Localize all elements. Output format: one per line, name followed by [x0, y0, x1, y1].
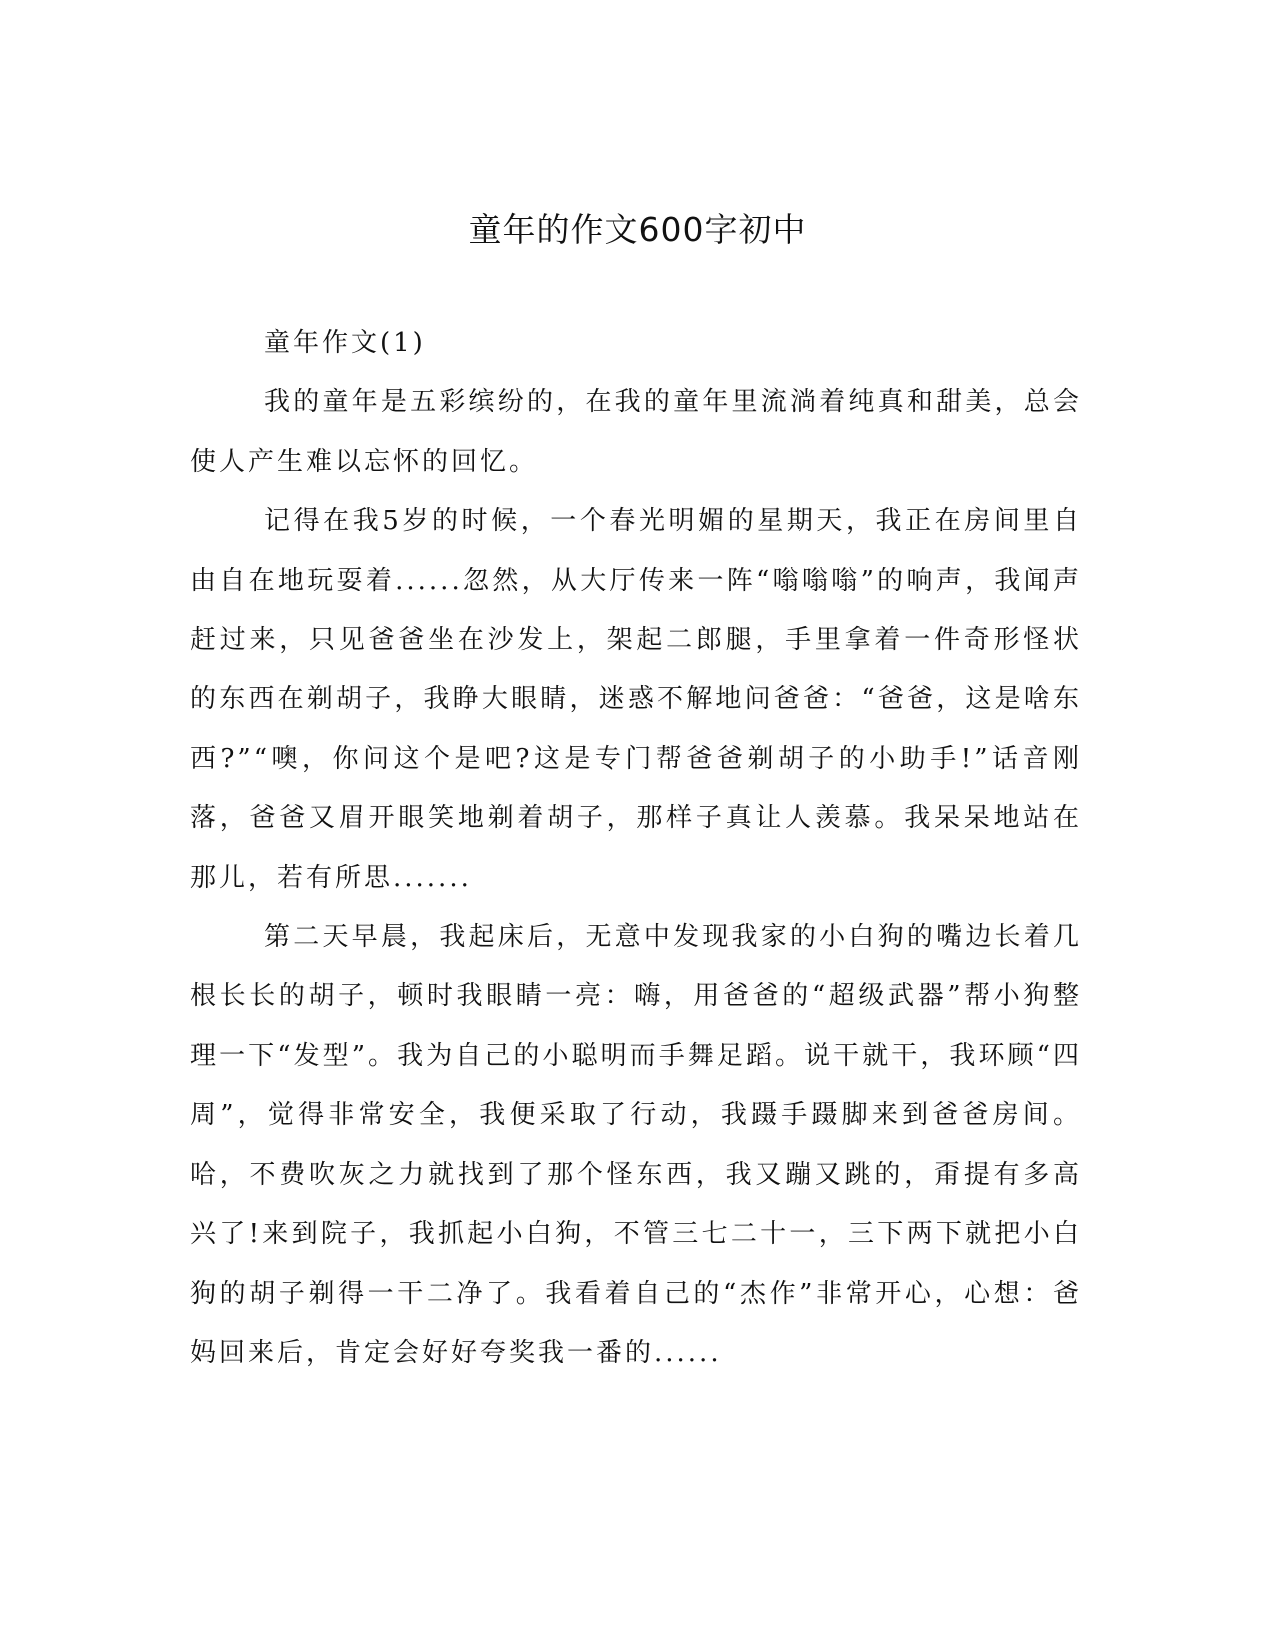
- paragraph: 记得在我5岁的时候，一个春光明媚的星期天，我正在房间里自由自在地玩耍着......忽然，从大厅传来一阵“嗡嗡嗡”的响声，我闻声赶过来，只见爸爸坐在沙发上，架起二郎腿，手里拿着一件奇形怪状的东西在剃胡子，我睁大眼睛，迷惑不解地问爸爸：“爸爸，这是啥东西?”“噢，你问这个是吧?这是专门帮爸爸剃胡子的小助手!”话音刚落，爸爸又眉开眼笑地剃着胡子，那样子真让人羡慕。我呆呆地站在那儿，若有所思.......: [190, 506, 1082, 893]
- section-heading: 童年作文(1): [264, 328, 426, 358]
- document-title: 童年的作文600字初中: [468, 210, 807, 249]
- paragraph: 我的童年是五彩缤纷的，在我的童年里流淌着纯真和甜美，总会使人产生难以忘怀的回忆。: [190, 387, 1082, 477]
- document-body: [190, 314, 1082, 1383]
- paragraph: 第二天早晨，我起床后，无意中发现我家的小白狗的嘴边长着几根长长的胡子，顿时我眼睛一亮：嗨，用爸爸的“超级武器”帮小狗整理一下“发型”。我为自己的小聪明而手舞足蹈。说干就干，我环顾“四周”，觉得非常安全，我便采取了行动，我蹑手蹑脚来到爸爸房间。哈，不费吹灰之力就找到了那个怪东西，我又蹦又跳的，甭提有多高兴了!来到院子，我抓起小白狗，不管三七二十一，三下两下就把小白狗的胡子剃得一干二净了。我看着自己的“杰作”非常开心，心想：爸妈回来后，肯定会好好夸奖我一番的......: [190, 922, 1082, 1368]
